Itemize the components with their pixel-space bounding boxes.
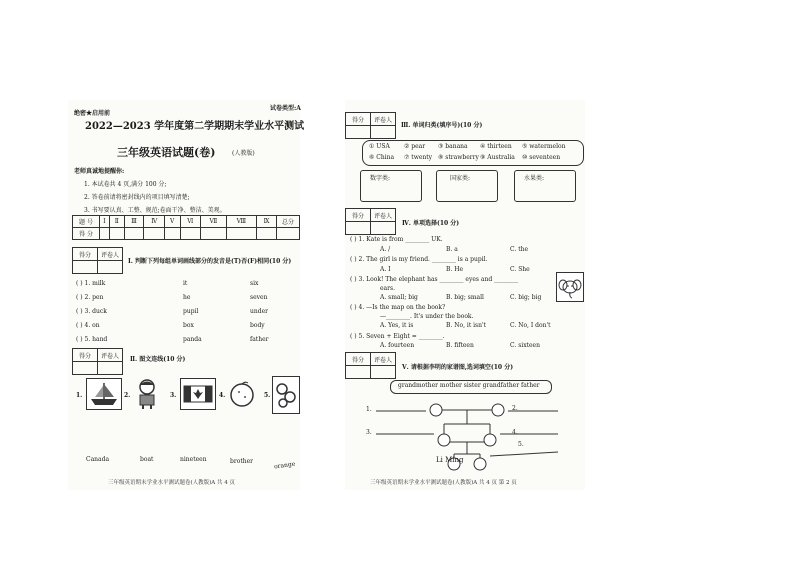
scorer-score-cell[interactable] xyxy=(73,261,98,274)
score-cell[interactable] xyxy=(124,228,144,240)
q2-opt-b: B. He xyxy=(446,266,464,273)
scorer-score-label: 得分 xyxy=(73,349,98,362)
scorer-marker-label: 评卷人 xyxy=(98,248,123,261)
pic-num-1: 1. xyxy=(76,392,83,399)
tree-label-1: 1. xyxy=(366,406,372,413)
boat-picture xyxy=(86,378,122,410)
word-orange: orange xyxy=(273,460,296,471)
scorer-marker-label: 评卷人 xyxy=(371,209,396,222)
tree-label-5: 5. xyxy=(518,441,524,448)
word-bank-item: ① USA xyxy=(369,143,390,150)
edition-label: (人教版) xyxy=(232,150,255,157)
s1-row4-a: ( ) 4. on xyxy=(76,322,100,329)
grandmother-face-icon xyxy=(492,404,504,416)
score-table-header: Ⅴ xyxy=(164,216,180,228)
score-table-header: Ⅱ xyxy=(109,216,124,228)
section4-title: Ⅳ. 单项选择(10 分) xyxy=(402,220,460,227)
notice-2: 2. 答卷前请将密封线内的项目填写清楚; xyxy=(84,194,190,201)
q1-opt-b: B. a xyxy=(446,246,458,253)
q3-text: ( ) 3. Look! The elephant has ________ eyes and ________ xyxy=(350,276,519,283)
word-brother: brother xyxy=(230,458,254,465)
scorer-marker-cell[interactable] xyxy=(98,362,123,375)
orange-picture xyxy=(228,380,256,408)
orange-icon xyxy=(228,380,256,408)
scorer-marker-cell[interactable] xyxy=(98,261,123,274)
scorer-score-label: 得分 xyxy=(346,113,371,126)
elephant-icon xyxy=(557,273,583,301)
word-bank-item: ③ banana xyxy=(438,143,468,150)
s1-row5-b: panda xyxy=(183,336,202,343)
s1-row3-a: ( ) 3. duck xyxy=(76,308,107,315)
scorer-marker-label: 评卷人 xyxy=(371,353,396,366)
score-cell[interactable] xyxy=(164,228,180,240)
elephant-picture xyxy=(556,272,584,302)
scorer-score-cell[interactable] xyxy=(346,222,371,235)
q4-text: ( ) 4. —Is the map on the book? xyxy=(350,304,446,311)
score-table-header: Ⅷ xyxy=(226,216,257,228)
s1-row5-a: ( ) 5. hand xyxy=(76,336,108,343)
word-bank-item: ⑩ seventeen xyxy=(522,154,561,161)
scorer-score-cell[interactable] xyxy=(346,126,371,139)
score-cell[interactable] xyxy=(277,228,300,240)
q5-opt-c: C. sixteen xyxy=(510,342,540,349)
s1-row5-c: father xyxy=(250,336,269,343)
scorer-marker-label: 评卷人 xyxy=(371,113,396,126)
q2-opt-a: A. I xyxy=(380,266,391,273)
s1-row1-c: six xyxy=(250,280,259,287)
category-country-label: 国家类: xyxy=(450,175,471,182)
father-face-icon xyxy=(438,434,450,446)
score-table-header: 题 号 xyxy=(73,216,100,228)
q5-text: ( ) 5. Seven + Eight = ________. xyxy=(350,333,445,340)
word-bank-item: ⑨ Australia xyxy=(480,154,515,161)
q4-opt-a: A. Yes, it is xyxy=(380,322,414,329)
s1-row3-b: pupil xyxy=(183,308,199,315)
score-cell[interactable] xyxy=(201,228,227,240)
score-table-header: Ⅳ xyxy=(144,216,164,228)
word-nineteen: nineteen xyxy=(180,456,207,463)
section2-title: Ⅱ. 图文连线(10 分) xyxy=(130,356,186,363)
score-table-header: Ⅶ xyxy=(201,216,227,228)
q2-text: ( ) 2. The girl is my friend. ________ is a pupil. xyxy=(350,256,488,263)
tree-label-4: 4. xyxy=(512,429,518,436)
score-table-header: Ⅵ xyxy=(180,216,201,228)
word-bank-item: ② pear xyxy=(404,143,426,150)
exam-title: 2022—2023 学年度第二学期期末学业水平测试 xyxy=(85,121,305,132)
s1-row1-a: ( ) 1. milk xyxy=(76,280,106,287)
pic-num-5: 5. xyxy=(264,392,271,399)
section1-title: Ⅰ. 判断下列每组单词画线部分的发音是(T)否(F)相同(10 分) xyxy=(128,258,292,265)
word-bank-item: ⑧ strawberry xyxy=(438,154,479,161)
q1-text: ( ) 1. Kate is from ________ UK. xyxy=(350,236,443,243)
score-cell[interactable] xyxy=(144,228,164,240)
q1-opt-c: C. the xyxy=(510,246,529,253)
secret-label: 绝密★启用前 xyxy=(74,110,111,117)
scorer-score-label: 得分 xyxy=(346,353,371,366)
section3-title: Ⅲ. 单词归类(填序号)(10 分) xyxy=(401,122,483,129)
left-footer: 三年级英语期末学业水平测试题卷(人教版)A 共 4 页 xyxy=(108,480,236,486)
q5-opt-b: B. fifteen xyxy=(446,342,474,349)
q3-opt-b: B. big; small xyxy=(446,294,484,301)
score-table-header: Ⅸ xyxy=(257,216,277,228)
mother-face-icon xyxy=(484,434,496,446)
notice-3: 3. 书写要认真、工整、规范;卷面干净、整洁、美观。 xyxy=(84,207,226,214)
tree-label-3: 3. xyxy=(366,429,372,436)
scorer-box-3 xyxy=(345,112,396,139)
scorer-marker-cell[interactable] xyxy=(371,222,396,235)
s1-row4-c: body xyxy=(250,322,265,329)
s1-row2-a: ( ) 2. pen xyxy=(76,294,104,301)
score-table xyxy=(72,215,300,240)
boy-picture xyxy=(132,378,162,410)
score-table-header: 总分 xyxy=(277,216,300,228)
family-tree xyxy=(360,394,580,474)
scorer-box-1 xyxy=(72,247,123,274)
brother-icon xyxy=(132,378,162,410)
score-cell[interactable] xyxy=(180,228,201,240)
notice-title: 老师真诚地提醒你: xyxy=(74,168,125,175)
scorer-marker-cell[interactable] xyxy=(371,366,396,379)
scorer-score-cell[interactable] xyxy=(73,362,98,375)
score-cell[interactable] xyxy=(257,228,277,240)
sister-face-icon xyxy=(474,458,486,470)
paper-type: 试卷类型:A xyxy=(270,105,301,112)
scorer-box-2 xyxy=(72,348,123,375)
boat-icon xyxy=(87,379,121,409)
numbers-picture xyxy=(272,376,300,414)
notice-1: 1. 本试卷共 4 页,满分 100 分; xyxy=(84,181,167,188)
score-table-header: Ⅰ xyxy=(100,216,110,228)
scorer-box-5 xyxy=(345,352,396,379)
score-cell[interactable] xyxy=(226,228,257,240)
category-number-label: 数字类: xyxy=(370,175,391,182)
scorer-score-label: 得分 xyxy=(346,209,371,222)
scorer-score-cell[interactable] xyxy=(346,366,371,379)
s1-row4-b: box xyxy=(183,322,194,329)
s1-row2-c: seven xyxy=(250,294,268,301)
q3-opt-a: A. small; big xyxy=(380,294,418,301)
score-table-header: Ⅲ xyxy=(124,216,144,228)
word-bank-item: ⑥ China xyxy=(369,154,395,161)
q4-opt-c: C. No, I don't xyxy=(510,322,551,329)
word-bank-item: ⑦ twenty xyxy=(404,154,433,161)
score-cell[interactable] xyxy=(109,228,124,240)
flag-picture xyxy=(180,378,216,410)
q1-opt-a: A. / xyxy=(380,246,391,253)
scorer-marker-label: 评卷人 xyxy=(98,349,123,362)
right-footer: 三年级英语期末学业水平测试题卷(人教版)A 共 4 页 第 2 页 xyxy=(370,480,517,486)
grandfather-face-icon xyxy=(430,404,442,416)
scorer-marker-cell[interactable] xyxy=(371,126,396,139)
tree-label-2: 2. xyxy=(512,405,518,412)
q5-opt-a: A. fourteen xyxy=(380,342,415,349)
word-boat: boat xyxy=(140,456,154,463)
q3-opt-c: C. big; big xyxy=(510,294,542,301)
nineteen-icon xyxy=(273,377,299,413)
li-ming-name: Li Ming xyxy=(436,456,464,464)
category-fruit-label: 水果类: xyxy=(524,175,545,182)
q4-opt-b: B. No, it isn't xyxy=(446,322,487,329)
q3-text-2: ears. xyxy=(380,285,395,292)
s1-row1-b: it xyxy=(183,280,188,287)
scorer-box-4 xyxy=(345,208,396,235)
pic-num-4: 4. xyxy=(219,392,226,399)
q4-text-2: —________. It's under the book. xyxy=(380,313,474,320)
canada-flag-icon xyxy=(181,379,215,409)
word-bank-item: ④ thirteen xyxy=(480,143,512,150)
word-canada: Canada xyxy=(86,456,110,463)
score-cell[interactable] xyxy=(100,228,110,240)
pic-num-3: 3. xyxy=(170,392,177,399)
s1-row3-c: under xyxy=(250,308,268,315)
score-row-label: 得 分 xyxy=(73,228,100,240)
word-bank-item: ⑤ watermelon xyxy=(522,143,566,150)
section5-title: Ⅴ. 请根据李明的家谱图,选词填空(10 分) xyxy=(402,364,514,371)
q2-opt-c: C. She xyxy=(510,266,530,273)
family-words: grandmother mother sister grandfather father xyxy=(398,382,540,389)
pic-num-2: 2. xyxy=(124,392,131,399)
scorer-score-label: 得分 xyxy=(73,248,98,261)
s1-row2-b: he xyxy=(183,294,191,301)
subject-title: 三年级英语试题(卷) xyxy=(117,146,216,159)
